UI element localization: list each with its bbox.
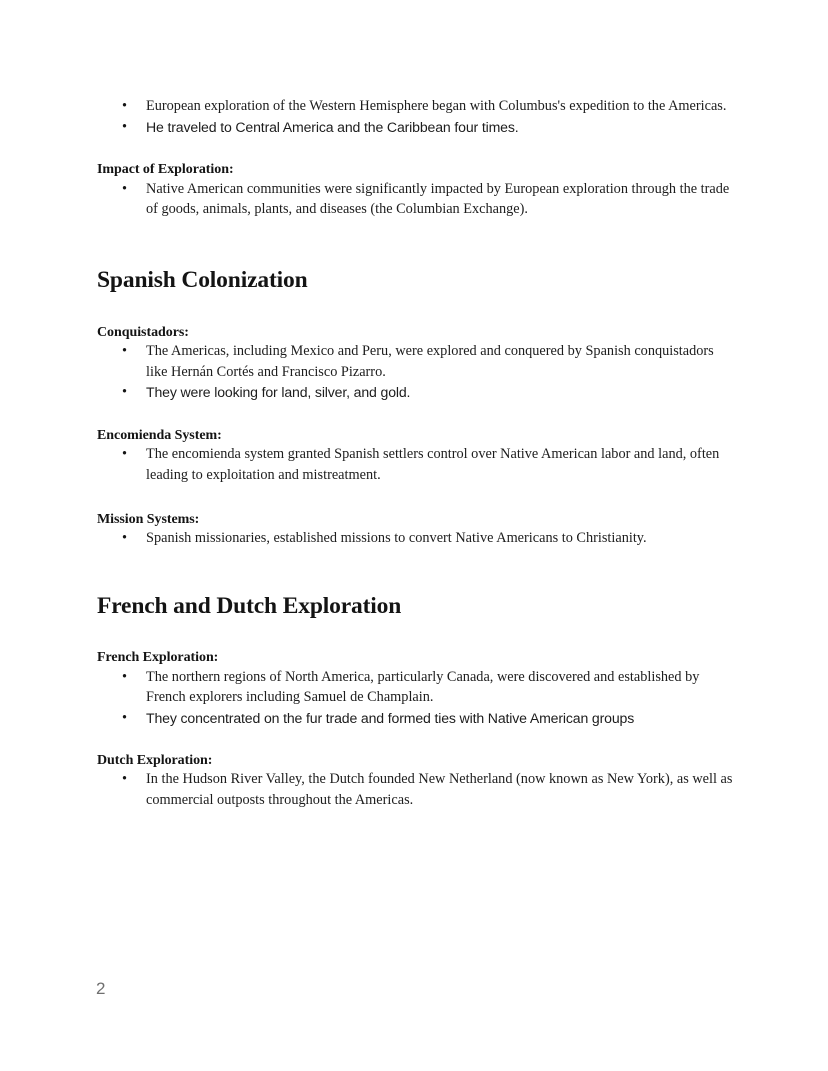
list-item: • Spanish missionaries, established missions to convert Native Americans to Christianity. <box>97 528 733 549</box>
document-body <box>97 96 733 810</box>
bullet-list-impact-of-exploration <box>97 179 733 220</box>
subheading-encomienda-system: Encomienda System: <box>97 427 222 443</box>
list-item: • In the Hudson River Valley, the Dutch founded New Netherland (now known as New York), as well as commercial outposts throughout the Americas. <box>97 769 733 810</box>
bullet-list-conquistadors <box>97 341 733 403</box>
subheading-mission-systems: Mission Systems: <box>97 511 200 527</box>
bullet-list-encomienda-system <box>97 444 733 485</box>
bullet-list-exploration-intro <box>97 96 733 137</box>
list-item: • They were looking for land, silver, and gold. <box>97 382 733 403</box>
page-number: 2 <box>96 979 106 998</box>
subheading-dutch-exploration: Dutch Exploration: <box>97 752 213 768</box>
list-item: • The northern regions of North America, particularly Canada, were discovered and established by French explorers including Samuel de Champlain. <box>97 667 733 708</box>
subheading-french-exploration: French Exploration: <box>97 650 219 666</box>
list-item: • The Americas, including Mexico and Peru, were explored and conquered by Spanish conquistadors like Hernán Cortés and Francisco Pizarro. <box>97 341 733 382</box>
heading-spanish-colonization: Spanish Colonization <box>97 266 308 293</box>
list-item: • They concentrated on the fur trade and formed ties with Native American groups <box>97 708 733 729</box>
list-item: • The encomienda system granted Spanish settlers control over Native American labor and land, often leading to exploitation and mistreatment. <box>97 444 733 485</box>
heading-french-and-dutch-exploration: French and Dutch Exploration <box>97 592 402 619</box>
list-item: • He traveled to Central America and the Caribbean four times. <box>97 117 733 138</box>
bullet-list-dutch-exploration <box>97 769 733 810</box>
bullet-list-mission-systems <box>97 528 733 549</box>
subheading-impact-of-exploration: Impact of Exploration: <box>97 162 234 178</box>
bullet-list-french-exploration <box>97 667 733 729</box>
list-item: • European exploration of the Western Hemisphere began with Columbus's expedition to the Americas. <box>97 96 733 117</box>
subheading-conquistadors: Conquistadors: <box>97 324 189 340</box>
list-item: • Native American communities were significantly impacted by European exploration through the trade of goods, animals, plants, and diseases (the Columbian Exchange). <box>97 179 733 220</box>
